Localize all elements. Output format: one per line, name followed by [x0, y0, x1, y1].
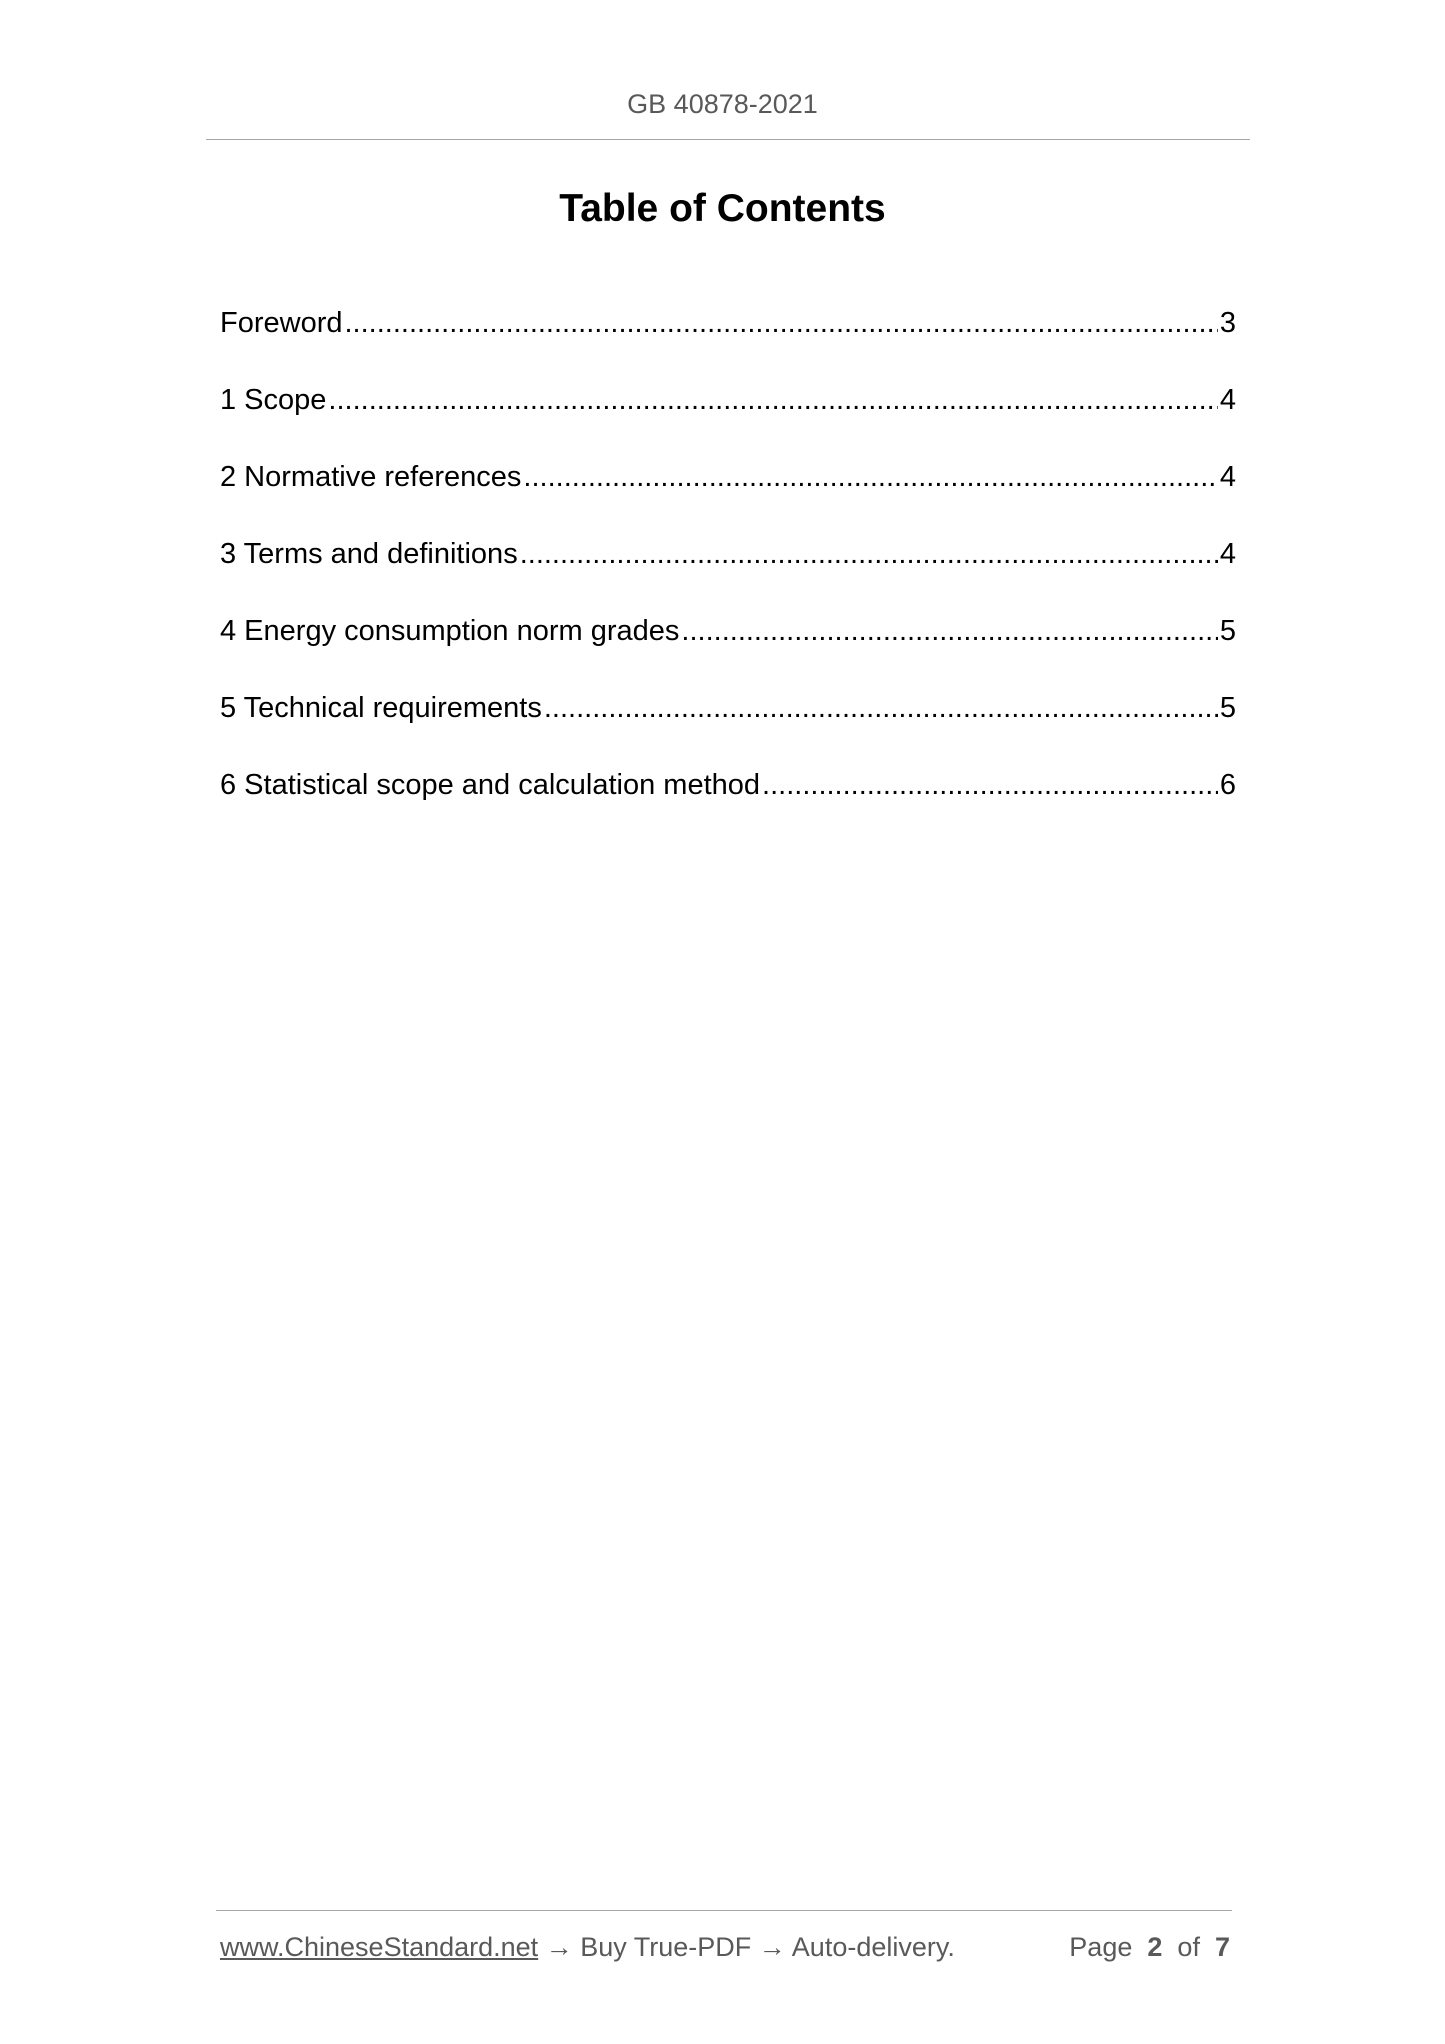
toc-entry-statistical-scope[interactable]: [220, 767, 1236, 844]
auto-delivery-text: Auto-delivery.: [791, 1932, 955, 1962]
toc-entry-title: 3 Terms and definitions: [220, 538, 518, 570]
arrow-right-icon: →: [545, 1932, 573, 1962]
toc-entry-title: 4 Energy consumption norm grades: [220, 615, 680, 647]
document-id-header: GB 40878-2021: [627, 89, 818, 119]
toc-entry-scope[interactable]: [220, 382, 1236, 459]
toc-dot-leader: [681, 613, 1217, 649]
toc-entry-energy-consumption-norm-grades[interactable]: [220, 613, 1236, 690]
toc-entry-page-number: 5: [1219, 615, 1236, 647]
toc-entry-title: 6 Statistical scope and calculation method: [220, 769, 761, 801]
page-indicator: [1069, 1929, 1230, 1965]
current-page-number: 2: [1147, 1932, 1163, 1962]
toc-entry-title: 2 Normative references: [220, 461, 522, 493]
toc-entry-title: Foreword: [220, 307, 343, 339]
toc-dot-leader: [328, 382, 1217, 418]
toc-dot-leader: [523, 459, 1217, 495]
toc-list: [220, 305, 1236, 844]
toc-entry-title: 5 Technical requirements: [220, 692, 542, 724]
toc-entry-page-number: 4: [1219, 538, 1236, 570]
buy-true-pdf-text: Buy True-PDF: [580, 1932, 752, 1962]
toc-entry-page-number: 6: [1219, 769, 1236, 801]
toc-entry-page-number: 5: [1219, 692, 1236, 724]
page-label: Page: [1069, 1932, 1133, 1962]
arrow-right-icon: →: [758, 1932, 786, 1962]
toc-entry-page-number: 3: [1219, 307, 1236, 339]
toc-entry-terms-and-definitions[interactable]: [220, 536, 1236, 613]
header-divider: [206, 139, 1250, 140]
total-pages-number: 7: [1214, 1932, 1230, 1962]
footer-divider: [216, 1910, 1232, 1911]
toc-entry-title: 1 Scope: [220, 384, 327, 416]
toc-entry-foreword[interactable]: [220, 305, 1236, 382]
toc-heading: Table of Contents: [559, 187, 886, 230]
toc-entry-normative-references[interactable]: [220, 459, 1236, 536]
toc-entry-page-number: 4: [1219, 461, 1236, 493]
toc-dot-leader: [544, 690, 1218, 726]
toc-entry-page-number: 4: [1219, 384, 1236, 416]
toc-dot-leader: [520, 536, 1218, 572]
of-label: of: [1177, 1932, 1200, 1962]
toc-dot-leader: [345, 305, 1218, 341]
footer-promo: [220, 1929, 955, 1965]
toc-dot-leader: [762, 767, 1218, 803]
website-link[interactable]: www.ChineseStandard.net: [220, 1932, 539, 1962]
toc-entry-technical-requirements[interactable]: [220, 690, 1236, 767]
